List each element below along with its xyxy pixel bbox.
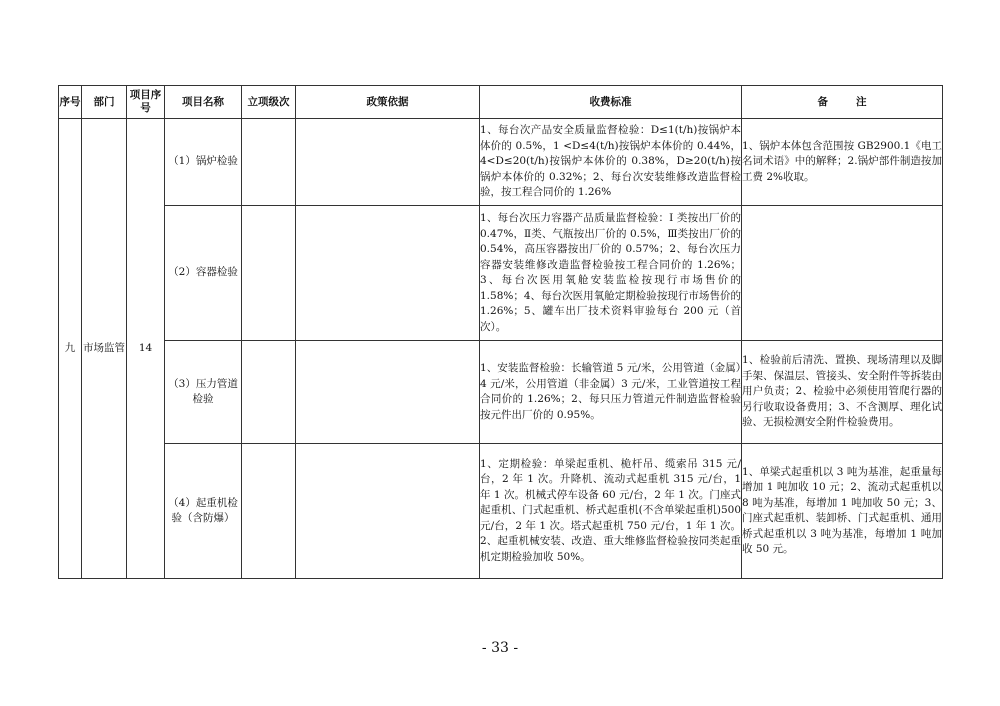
header-standard: 收费标准	[480, 86, 742, 119]
item-level	[242, 444, 296, 579]
header-seq: 序号	[59, 86, 82, 119]
item-note: 1、锅炉本体包含范围按 GB2900.1《电工名词术语》中的解释；2.锅炉部件制造按加工费 2%收取。	[742, 119, 943, 206]
item-name: （3）压力管道检验	[165, 341, 242, 444]
item-policy	[296, 341, 480, 444]
group-item-seq: 14	[127, 119, 165, 579]
item-level	[242, 206, 296, 341]
table-row	[59, 206, 943, 341]
header-dept: 部门	[82, 86, 127, 119]
item-standard: 1、安装监督检验：长输管道 5 元/米，公用管道（金属）4 元/米，公用管道（非金属）3 元/米，工业管道按工程合同价的 1.26%；2、每只压力管道元件制造监督检验按元件出厂价的 0.95%。	[480, 341, 742, 444]
table-row	[59, 444, 943, 579]
item-policy	[296, 206, 480, 341]
item-standard: 1、每台次压力容器产品质量监督检验：I 类按出厂价的 0.47%，Ⅱ类、气瓶按出厂价的 0.5%，Ⅲ类按出厂价的 0.54%，高压容器按出厂价的 0.57%；2、每台次压力容器安装维修改造监督检验按工程合同价的 1.26%；3、每台次医用氧舱安装监检按现行市场售价的 1.58%；4、每台次医用氧舱定期检验按现行市场售价的 1.26%；5、罐车出厂技术资料审验每台 200 元（首次）。	[480, 206, 742, 341]
header-note-char-2: 注	[856, 95, 867, 108]
page-number: - 33 -	[481, 640, 519, 656]
table-header-row	[59, 86, 943, 119]
header-item-seq: 项目序号	[127, 86, 165, 119]
item-name: （4）起重机检验（含防爆）	[165, 444, 242, 579]
group-dept: 市场监管	[82, 119, 127, 579]
item-policy	[296, 119, 480, 206]
item-policy	[296, 444, 480, 579]
table-row	[59, 341, 943, 444]
header-note	[742, 86, 943, 119]
header-policy: 政策依据	[296, 86, 480, 119]
table-row	[59, 119, 943, 206]
header-note-char-1: 备	[817, 95, 828, 108]
item-standard: 1、定期检验：单梁起重机、桅杆吊、缆索吊 315 元/台，2 年 1 次。升降机、流动式起重机 315 元/台，1 年 1 次。机械式停车设备 60 元/台，2 年 1 次。门座式起重机、门式起重机、桥式起重机(不含单梁起重机)500 元/台，2 年 1 次。塔式起重机 750 元/台，1 年 1 次。2、起重机械安装、改造、重大维修监督检验按同类起重机定期检验加收 50%。	[480, 444, 742, 579]
group-seq: 九	[59, 119, 82, 579]
header-item-name: 项目名称	[165, 86, 242, 119]
item-note: 1、单梁式起重机以 3 吨为基准，起重量每增加 1 吨加收 10 元；2、流动式起重机以 8 吨为基准，每增加 1 吨加收 50 元；3、门座式起重机、装卸桥、门式起重机、通用桥式起重机以 3 吨为基准，每增加 1 吨加收 50 元。	[742, 444, 943, 579]
item-name: （2）容器检验	[165, 206, 242, 341]
item-level	[242, 119, 296, 206]
item-level	[242, 341, 296, 444]
item-note: 1、检验前后清洗、置换、现场清理以及脚手架、保温层、管接头、安全附件等拆装由用户负责；2、检验中必须使用管爬行器的另行收取设备费用；3、不含测厚、理化试验、无损检测安全附件检验费用。	[742, 341, 943, 444]
fee-table	[58, 85, 943, 579]
header-level: 立项级次	[242, 86, 296, 119]
item-standard: 1、每台次产品安全质量监督检验：D≤1(t/h)按锅炉本体价的 0.5%，1 <D≤4(t/h)按锅炉本体价的 0.44%，4<D≤20(t/h)按锅炉本体价的 0.38%，D≥20(t/h)按锅炉本体价的 0.32%；2、每台次安装维修改造监督检验，按工程合同价的 1.26%	[480, 119, 742, 206]
item-note	[742, 206, 943, 341]
item-name: （1）锅炉检验	[165, 119, 242, 206]
